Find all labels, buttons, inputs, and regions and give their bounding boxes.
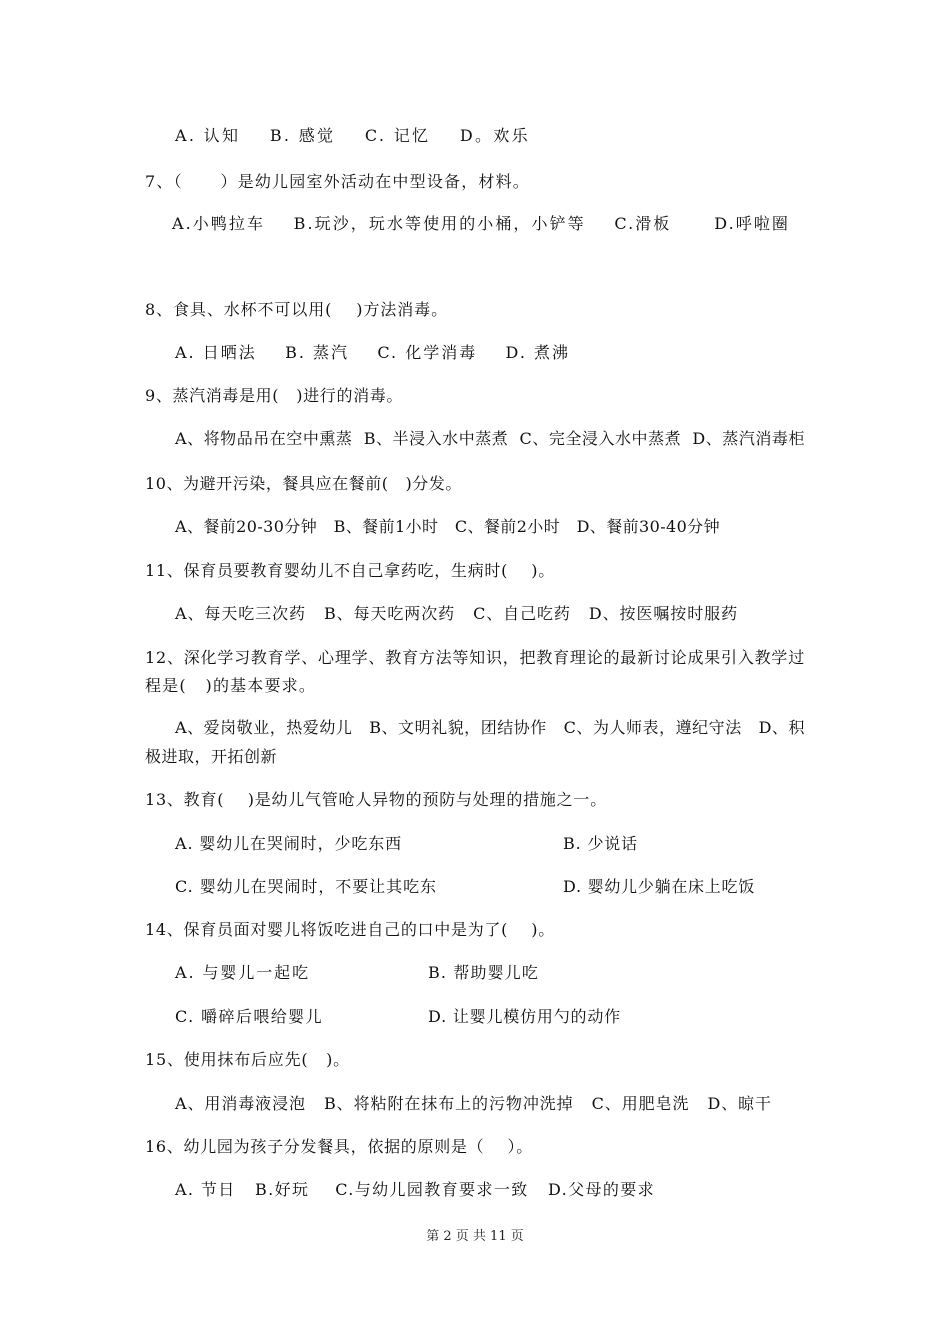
- q7-options: A.小鸭拉车 B.玩沙，玩水等使用的小桶，小铲等 C.滑板 D.呼啦圈: [172, 214, 790, 233]
- q13-option-b: B. 少说话: [563, 834, 638, 853]
- q15-question: 15、使用抹布后应先( )。: [145, 1050, 350, 1069]
- q10-question: 10、为避开污染，餐具应在餐前( )分发。: [145, 474, 462, 493]
- page-footer: 第 2 页 共 11 页: [426, 1229, 524, 1244]
- q16-question: 16、幼儿园为孩子分发餐具，依据的原则是（ ）。: [145, 1137, 533, 1156]
- q12-options-line2: 极进取，开拓创新: [145, 747, 277, 766]
- q14-option-a: A. 与婴儿一起吃: [175, 963, 310, 982]
- q14-option-b: B. 帮助婴儿吃: [428, 963, 539, 982]
- q7-question: 7、（ ）是幼儿园室外活动在中型设备，材料。: [145, 172, 530, 191]
- q14-option-d: D. 让婴儿模仿用勺的动作: [428, 1007, 621, 1026]
- q15-options: A、用消毒液浸泡 B、将粘附在抹布上的污物冲洗掉 C、用肥皂洗 D、晾干: [175, 1094, 772, 1113]
- q12-question-line2: 程是( )的基本要求。: [145, 676, 316, 695]
- q9-question: 9、蒸汽消毒是用( )进行的消毒。: [145, 386, 403, 405]
- q14-question: 14、保育员面对婴儿将饭吃进自己的口中是为了( )。: [145, 920, 555, 939]
- q12-question-line1: 12、深化学习教育学、心理学、教育方法等知识，把教育理论的最新讨论成果引入教学过: [145, 648, 805, 667]
- q16-options: A. 节日 B.好玩 C.与幼儿园教育要求一致 D.父母的要求: [175, 1180, 655, 1199]
- q8-options: A. 日晒法 B. 蒸汽 C. 化学消毒 D. 煮沸: [175, 343, 570, 362]
- q11-question: 11、保育员要教育婴幼儿不自己拿药吃，生病时( )。: [145, 561, 555, 580]
- q12-options-line1: A、爱岗敬业，热爱幼儿 B、文明礼貌，团结协作 C、为人师表，遵纪守法 D、积: [175, 718, 805, 737]
- q13-option-a: A. 婴幼儿在哭闹时，少吃东西: [175, 834, 402, 853]
- q13-option-d: D. 婴幼儿少躺在床上吃饭: [563, 877, 755, 896]
- q13-question: 13、教育( )是幼儿气管呛人异物的预防与处理的措施之一。: [145, 790, 607, 809]
- q9-options: A、将物品吊在空中熏蒸 B、半浸入水中蒸煮 C、完全浸入水中蒸煮 D、蒸汽消毒柜: [175, 429, 805, 448]
- q6-options: A. 认知 B. 感觉 C. 记忆 D。欢乐: [175, 126, 530, 145]
- q14-option-c: C. 嚼碎后喂给婴儿: [175, 1007, 323, 1026]
- q11-options: A、每天吃三次药 B、每天吃两次药 C、自己吃药 D、按医嘱按时服药: [175, 604, 738, 623]
- q13-option-c: C. 婴幼儿在哭闹时，不要让其吃东: [175, 877, 437, 896]
- q10-options: A、餐前20-30分钟 B、餐前1小时 C、餐前2小时 D、餐前30-40分钟: [175, 517, 720, 536]
- q8-question: 8、食具、水杯不可以用( )方法消毒。: [145, 300, 448, 319]
